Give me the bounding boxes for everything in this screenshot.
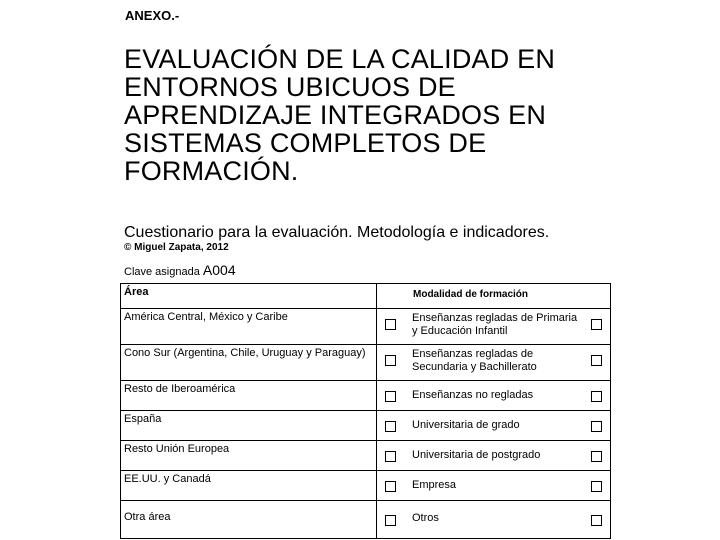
modalidad-label: Universitaria de postgrado [412, 449, 541, 461]
area-label: Cono Sur (Argentina, Chile, Uruguay y Paraguay) [124, 347, 366, 359]
area-cell [121, 501, 377, 539]
clave-value: A004 [202, 262, 236, 278]
title-line: APRENDIZAJE INTEGRADOS EN [124, 100, 547, 130]
modalidad-checkbox[interactable] [591, 481, 602, 492]
modalidad-label: Universitaria de grado [412, 419, 520, 431]
area-checkbox[interactable] [385, 421, 396, 432]
modalidad-cell [377, 309, 611, 345]
modalidad-cell [377, 471, 611, 501]
area-checkbox[interactable] [385, 319, 396, 330]
modalidad-cell [377, 441, 611, 471]
area-label: España [124, 413, 162, 425]
annex-label: ANEXO.- [125, 8, 180, 23]
area-checkbox[interactable] [385, 355, 396, 366]
area-checkbox[interactable] [385, 481, 396, 492]
area-label: América Central, México y Caribe [124, 311, 288, 323]
area-cell [121, 441, 377, 471]
modalidad-cell [377, 345, 611, 381]
title-line: EVALUACIÓN DE LA CALIDAD EN [124, 44, 556, 74]
area-cell [121, 471, 377, 501]
title-line: FORMACIÓN. [124, 156, 299, 186]
area-checkbox[interactable] [385, 391, 396, 402]
modalidad-label: Otros [412, 512, 439, 524]
modalidad-label: Empresa [412, 479, 457, 491]
title-line: ENTORNOS UBICUOS DE [124, 72, 456, 102]
modalidad-label: Enseñanzas no regladas [412, 389, 534, 401]
modalidad-label: Enseñanzas regladas de Primaria y Educación Infantil [412, 312, 578, 337]
area-header: Área [124, 286, 149, 298]
area-cell [121, 411, 377, 441]
area-cell [121, 309, 377, 345]
copyright: © Miguel Zapata, 2012 [124, 242, 229, 253]
clave-asignada [124, 262, 236, 278]
area-header-cell [121, 284, 377, 309]
document-title [124, 45, 684, 185]
area-label: Otra área [124, 511, 171, 523]
area-label: Resto Unión Europea [124, 443, 230, 455]
area-cell [121, 345, 377, 381]
title-line: SISTEMAS COMPLETOS DE [124, 128, 487, 158]
modalidad-cell [377, 501, 611, 539]
subtitle: Cuestionario para la evaluación. Metodología e indicadores. [124, 224, 550, 241]
area-label: EE.UU. y Canadá [124, 473, 211, 485]
modalidad-checkbox[interactable] [591, 515, 602, 526]
modalidad-checkbox[interactable] [591, 319, 602, 330]
clave-label: Clave asignada [124, 266, 200, 278]
area-checkbox[interactable] [385, 451, 396, 462]
modalidad-label: Enseñanzas regladas de Secundaria y Bachillerato [412, 348, 537, 373]
survey-table [120, 283, 611, 539]
modalidad-checkbox[interactable] [591, 421, 602, 432]
modalidad-checkbox[interactable] [591, 355, 602, 366]
modalidad-cell [377, 381, 611, 411]
modalidad-checkbox[interactable] [591, 391, 602, 402]
modalidad-header-cell [377, 284, 611, 309]
area-label: Resto de Iberoamérica [124, 383, 236, 395]
modalidad-header: Modalidad de formación [413, 289, 529, 300]
area-checkbox[interactable] [385, 515, 396, 526]
modalidad-checkbox[interactable] [591, 451, 602, 462]
modalidad-cell [377, 411, 611, 441]
area-cell [121, 381, 377, 411]
